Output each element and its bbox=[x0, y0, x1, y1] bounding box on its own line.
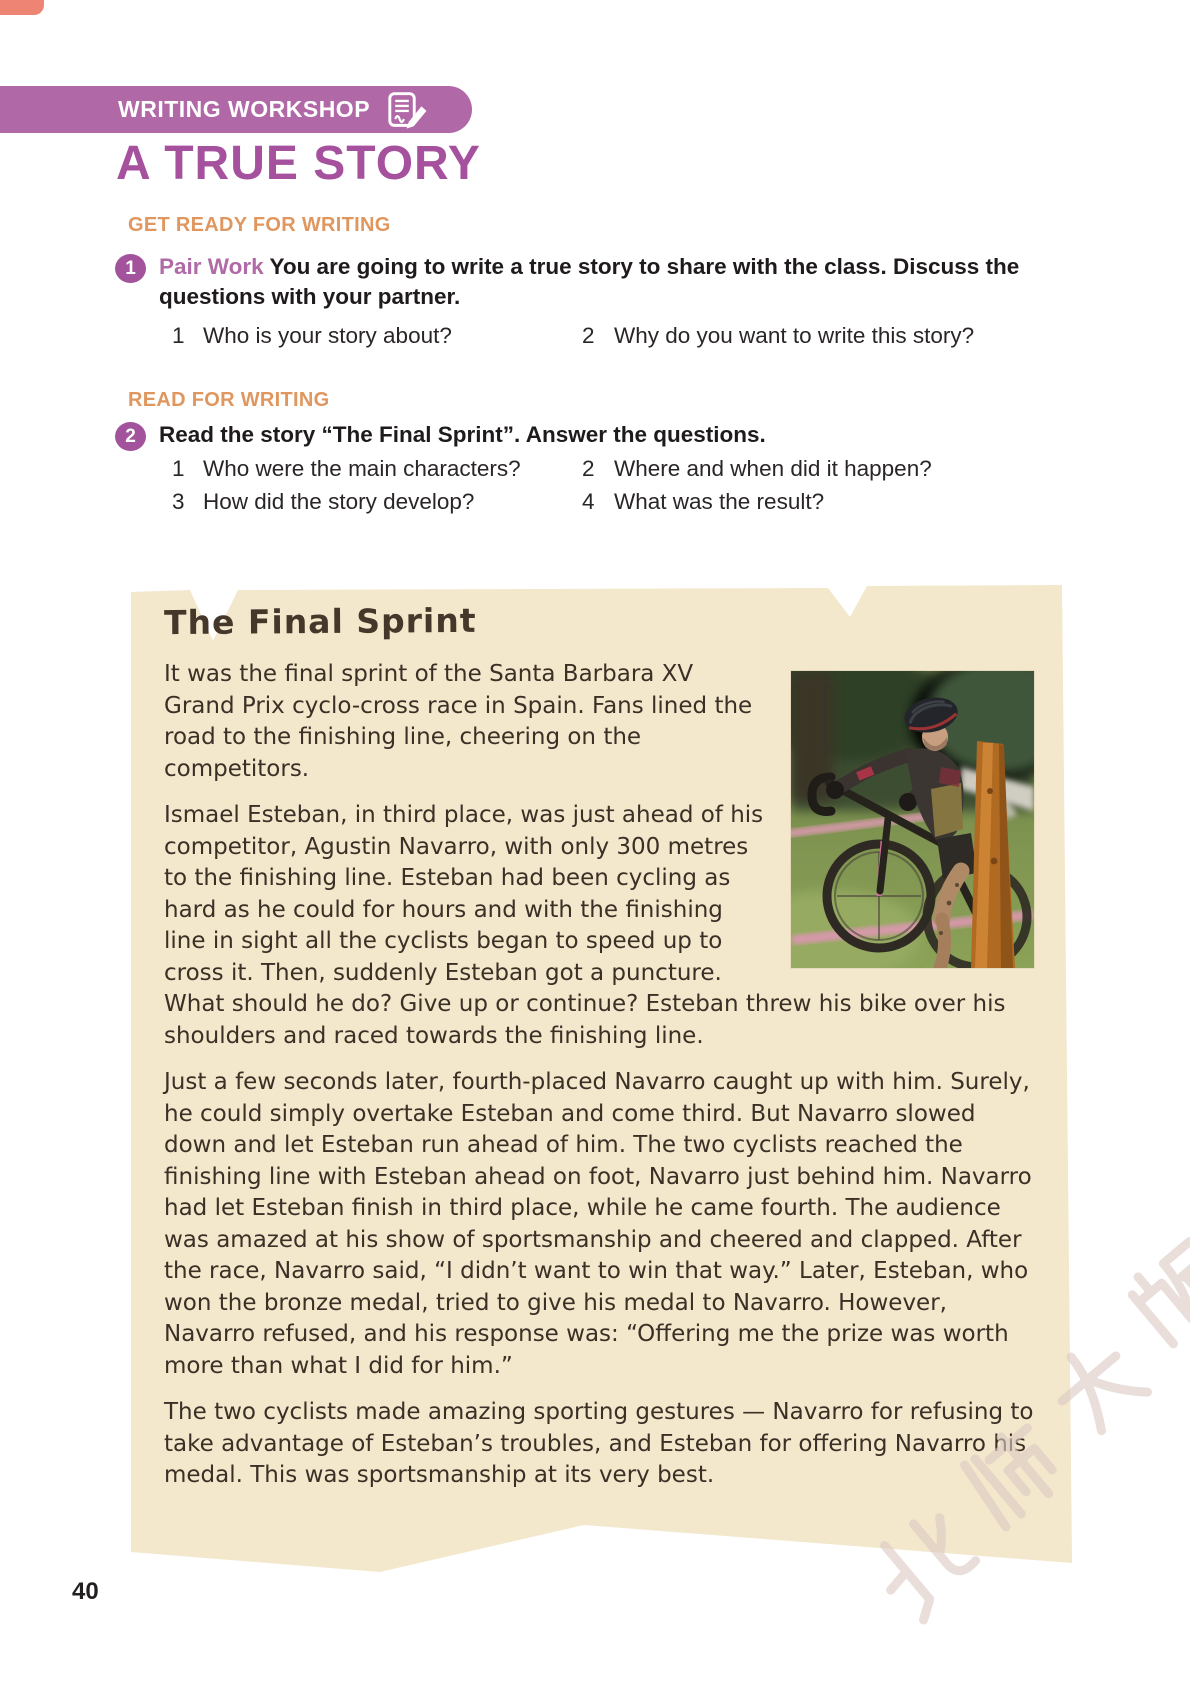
question-row bbox=[158, 323, 1078, 356]
section-heading-get-ready: GET READY FOR WRITING bbox=[128, 214, 391, 236]
page-title: A TRUE STORY bbox=[116, 137, 481, 190]
activity-2 bbox=[115, 420, 1104, 451]
question-row bbox=[158, 489, 1078, 522]
story-paragraph: It was the final sprint of the Santa Barbara XV Grand Prix cyclo-cross race in Spain. Fans lined the road to the finishing line, cheering on the competitors. bbox=[164, 661, 753, 782]
writing-document-pencil-icon bbox=[386, 91, 428, 129]
writing-workshop-banner bbox=[0, 86, 472, 133]
story-paragraph: Just a few seconds later, fourth-placed Navarro caught up with him. Surely, he could simply overtake Esteban and come third. But Navarro slowed down and let Esteban run ahead of him. The two cyclists reached the finishing line with Esteban ahead on foot, Navarro just behind him. Navarro had let Esteban finish in third place, while he came fourth. The audience was amazed at his show of sportsmanship and cheered and clapped. After the race, Navarro said, “I didn’t want to win that way.” Later, Esteban, who won the bronze medal, tried to give his medal to Navarro. However, Navarro refused, and his response was: “Offering me the prize was worth more than what I did for him.” bbox=[164, 1069, 1032, 1379]
page-corner-tab bbox=[0, 0, 44, 15]
question-number: 2 bbox=[582, 323, 595, 348]
question-text: Where and when did it happen? bbox=[614, 456, 932, 481]
question-number: 4 bbox=[582, 489, 595, 514]
banner-label: WRITING WORKSHOP bbox=[118, 96, 371, 122]
story-box bbox=[128, 584, 1072, 1579]
question-text: Who is your story about? bbox=[203, 323, 452, 348]
activity-2-questions bbox=[158, 456, 1078, 522]
activity-1-instruction-text: You are going to write a true story to share with the class. Discuss the questions with your partner. bbox=[159, 254, 1020, 309]
question-row bbox=[158, 456, 1078, 489]
question-text: Who were the main characters? bbox=[203, 456, 521, 481]
question-number: 3 bbox=[172, 489, 185, 514]
question-text: How did the story develop? bbox=[203, 489, 475, 514]
question-number: 1 bbox=[172, 456, 185, 481]
activity-number-badge: 1 bbox=[115, 254, 146, 283]
activity-1 bbox=[115, 252, 1104, 312]
page-number: 40 bbox=[72, 1578, 99, 1605]
pair-work-label: Pair Work bbox=[159, 254, 264, 279]
activity-2-instruction: Read the story “The Final Sprint”. Answer the questions. bbox=[159, 422, 766, 447]
section-heading-read: READ FOR WRITING bbox=[128, 389, 330, 411]
activity-1-instruction bbox=[159, 252, 1104, 312]
story-title: The Final Sprint bbox=[163, 600, 477, 643]
story-paragraph: The two cyclists made amazing sporting gestures — Navarro for refusing to take advantage of Esteban’s troubles, and Esteban for offering Navarro his medal. This was sportsmanship at its very best. bbox=[164, 1399, 1034, 1488]
question-text: What was the result? bbox=[614, 489, 825, 514]
cyclist-photo bbox=[791, 671, 1034, 968]
activity-number-badge: 2 bbox=[115, 422, 146, 451]
question-number: 1 bbox=[172, 323, 185, 348]
activity-1-questions bbox=[158, 323, 1078, 356]
question-number: 2 bbox=[582, 456, 595, 481]
question-text: Why do you want to write this story? bbox=[614, 323, 975, 348]
story-paragraph: Ismael Esteban, in third place, was just ahead of his competitor, Agustin Navarro, with only 300 metres to the finishing line. Esteban had been cycling as hard as he could for hours and with the finishing line in sight all the cyclists began to speed up to cross it. Then, suddenly Esteban got a puncture. What should he do? Give up or continue? Esteban threw his bike over his shoulders and raced towards the finishing line. bbox=[164, 802, 1006, 1049]
